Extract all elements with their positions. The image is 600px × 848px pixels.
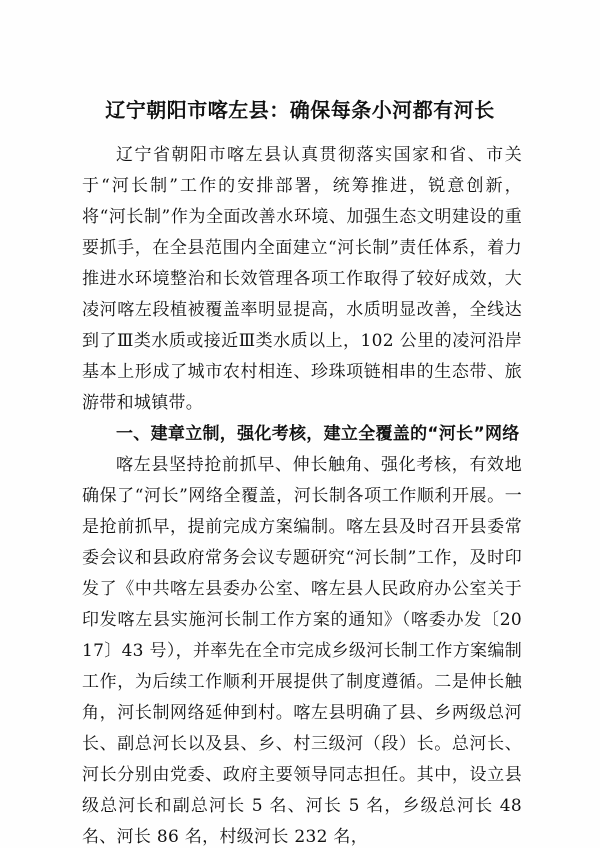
document-title: 辽宁朝阳市喀左县：确保每条小河都有河长 — [105, 98, 495, 122]
section-heading-1: 一、建章立制，强化考核，建立全覆盖的“河长”网络 — [116, 424, 520, 444]
paragraph-section-1: 喀左县坚持抢前抓早、伸长触角、强化考核，有效地确保了“河长”网络全覆盖，河长制各项工作顺利开展。一是抢前抓早，提前完成方案编制。喀左县及时召开县委常委会议和县政府常务会议专题研究“河长制”工作，及时印发了《中共喀左县委办公室、喀左县人民政府办公室关于印发喀左县实施河长制工作方案的通知》（喀委办发〔2017〕43 号），并率先在全市完成乡级河长制工作方案编制工作，为后续工作顺利开展提供了制度遵循。二是伸长触角，河长制网络延伸到村。喀左县明确了县、乡两级总河长、副总河长以及县、乡、村三级河（段）长。总河长、河长分别由党委、政府主要领导同志担任。其中，设立县级总河长和副总河长 5 名、河长 5 名，乡级总河长 48 名、河长 86 名，村级河长 232 名， — [82, 455, 522, 847]
document-body — [82, 140, 522, 848]
paragraph-intro: 辽宁省朝阳市喀左县认真贯彻落实国家和省、市关于“河长制”工作的安排部署，统筹推进，锐意创新，将“河长制”作为全面改善水环境、加强生态文明建设的重要抓手，在全县范围内全面建立“河长制”责任体系，着力推进水环境整治和长效管理各项工作取得了较好成效，大凌河喀左段植被覆盖率明显提高，水质明显改善，全线达到了Ⅲ类水质或接近Ⅲ类水质以上，102 公里的凌河沿岸基本上形成了城市农村相连、珍珠项链相串的生态带、旅游带和城镇带。 — [82, 145, 522, 413]
